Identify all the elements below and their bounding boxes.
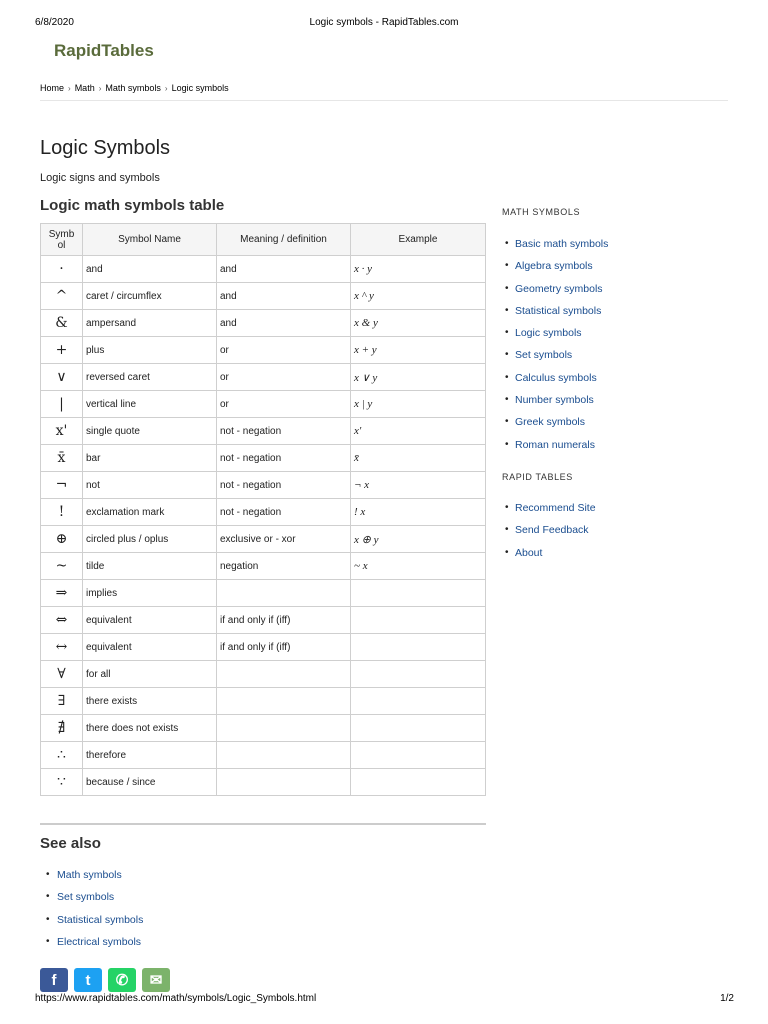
sidebar-rapid-tables-list — [515, 502, 596, 569]
symbol-cell: ↔ — [41, 634, 83, 661]
see-also-link[interactable]: • Statistical symbols — [57, 914, 143, 936]
meaning-cell: and — [217, 256, 351, 283]
print-title: Logic symbols - RapidTables.com — [309, 17, 459, 28]
symbol-cell: ∵ — [41, 769, 83, 796]
print-footer — [0, 993, 768, 1007]
symbol-cell: ^ — [41, 283, 83, 310]
symbol-cell: | — [41, 391, 83, 418]
divider — [40, 100, 728, 101]
name-cell: bar — [83, 445, 217, 472]
table-row — [41, 742, 486, 769]
sidebar-item-calculus-symbols[interactable]: • Calculus symbols — [515, 372, 608, 394]
symbol-cell: ! — [41, 499, 83, 526]
table-title: Logic math symbols table — [40, 197, 225, 214]
example-cell — [351, 769, 486, 796]
symbol-cell: ~ — [41, 553, 83, 580]
see-also-list — [57, 869, 143, 958]
meaning-cell: and — [217, 310, 351, 337]
table-header-row — [41, 224, 486, 256]
symbol-cell: ∨ — [41, 364, 83, 391]
symbol-cell: & — [41, 310, 83, 337]
sidebar-heading-rapid-tables: RAPID TABLES — [502, 472, 573, 482]
name-cell: and — [83, 256, 217, 283]
twitter-icon[interactable]: t — [74, 968, 102, 992]
sidebar-heading-math-symbols: MATH SYMBOLS — [502, 207, 581, 217]
see-also-link[interactable]: • Electrical symbols — [57, 936, 143, 958]
breadcrumb-math-symbols[interactable]: Math symbols — [105, 83, 161, 93]
example-cell: x̄ — [351, 445, 486, 472]
name-cell: caret / circumflex — [83, 283, 217, 310]
sidebar-item-set-symbols[interactable]: • Set symbols — [515, 349, 608, 371]
example-cell — [351, 607, 486, 634]
table-row — [41, 256, 486, 283]
table-row — [41, 445, 486, 472]
meaning-cell: not - negation — [217, 445, 351, 472]
symbol-cell: ∃ — [41, 688, 83, 715]
print-page-number: 1/2 — [720, 993, 734, 1004]
facebook-icon[interactable]: f — [40, 968, 68, 992]
table-row — [41, 580, 486, 607]
example-cell: ¬ x — [351, 472, 486, 499]
table-row — [41, 553, 486, 580]
example-cell: x ⊕ y — [351, 526, 486, 553]
header-example: Example — [351, 224, 486, 256]
table-row — [41, 715, 486, 742]
example-cell: x · y — [351, 256, 486, 283]
example-cell — [351, 715, 486, 742]
meaning-cell — [217, 688, 351, 715]
see-also-link[interactable]: • Math symbols — [57, 869, 143, 891]
name-cell: there does not exists — [83, 715, 217, 742]
meaning-cell: or — [217, 337, 351, 364]
sidebar-item-geometry-symbols[interactable]: • Geometry symbols — [515, 283, 608, 305]
meaning-cell: exclusive or - xor — [217, 526, 351, 553]
table-row — [41, 607, 486, 634]
page-title: Logic Symbols — [40, 137, 171, 159]
sidebar-item-send-feedback[interactable]: • Send Feedback — [515, 524, 596, 546]
name-cell: circled plus / oplus — [83, 526, 217, 553]
chevron-right-icon: › — [98, 83, 102, 93]
table-row — [41, 310, 486, 337]
symbol-cell: ⇔ — [41, 607, 83, 634]
meaning-cell: not - negation — [217, 418, 351, 445]
chevron-right-icon: › — [68, 83, 71, 93]
sidebar-item-recommend-site[interactable]: • Recommend Site — [515, 502, 596, 524]
meaning-cell: and — [217, 283, 351, 310]
table-row — [41, 499, 486, 526]
example-cell — [351, 688, 486, 715]
name-cell: not — [83, 472, 217, 499]
example-cell — [351, 661, 486, 688]
symbol-cell: ⊕ — [41, 526, 83, 553]
name-cell: equivalent — [83, 607, 217, 634]
meaning-cell: if and only if (iff) — [217, 607, 351, 634]
symbol-cell: · — [41, 256, 83, 283]
table-row — [41, 391, 486, 418]
symbol-cell: ¬ — [41, 472, 83, 499]
table-row — [41, 472, 486, 499]
example-cell: x ∨ y — [351, 364, 486, 391]
table-row — [41, 661, 486, 688]
example-cell: x ^ y — [351, 283, 486, 310]
see-also-title: See also — [40, 835, 101, 852]
example-cell: ! x — [351, 499, 486, 526]
meaning-cell: or — [217, 391, 351, 418]
name-cell: vertical line — [83, 391, 217, 418]
name-cell: reversed caret — [83, 364, 217, 391]
name-cell: because / since — [83, 769, 217, 796]
meaning-cell — [217, 769, 351, 796]
print-header — [0, 17, 768, 31]
meaning-cell: not - negation — [217, 472, 351, 499]
logic-symbols-table — [40, 223, 486, 796]
meaning-cell: or — [217, 364, 351, 391]
divider — [40, 823, 486, 825]
sidebar-item-algebra-symbols[interactable]: • Algebra symbols — [515, 260, 608, 282]
symbol-cell: ⇒ — [41, 580, 83, 607]
meaning-cell: not - negation — [217, 499, 351, 526]
sidebar-item-statistical-symbols[interactable]: • Statistical symbols — [515, 305, 608, 327]
breadcrumb-logic-symbols[interactable]: Logic symbols — [171, 83, 229, 93]
header-meaning: Meaning / definition — [217, 224, 351, 256]
meaning-cell — [217, 580, 351, 607]
breadcrumb-home[interactable]: Home — [40, 83, 65, 93]
header-symbol-name: Symbol Name — [83, 224, 217, 256]
name-cell: there exists — [83, 688, 217, 715]
name-cell: therefore — [83, 742, 217, 769]
example-cell: x + y — [351, 337, 486, 364]
example-cell: x' — [351, 418, 486, 445]
sidebar-item-about[interactable]: • About — [515, 547, 596, 569]
symbol-cell: ∴ — [41, 742, 83, 769]
example-cell: x & y — [351, 310, 486, 337]
see-also-link[interactable]: • Set symbols — [57, 891, 143, 913]
sidebar-item-greek-symbols[interactable]: • Greek symbols — [515, 416, 608, 438]
symbol-cell: ∀ — [41, 661, 83, 688]
meaning-cell: if and only if (iff) — [217, 634, 351, 661]
table-row — [41, 337, 486, 364]
symbol-cell: + — [41, 337, 83, 364]
print-date: 6/8/2020 — [35, 17, 74, 28]
meaning-cell — [217, 661, 351, 688]
name-cell: plus — [83, 337, 217, 364]
example-cell — [351, 580, 486, 607]
email-icon[interactable]: ✉ — [142, 968, 170, 992]
table-row — [41, 526, 486, 553]
meaning-cell — [217, 715, 351, 742]
sidebar-item-number-symbols[interactable]: • Number symbols — [515, 394, 608, 416]
chevron-right-icon: › — [164, 83, 168, 93]
print-url: https://www.rapidtables.com/math/symbols/Logic_Symbols.html — [35, 993, 317, 1004]
symbol-cell: x' — [41, 418, 83, 445]
breadcrumb — [40, 83, 229, 93]
symbol-cell: x̄ — [41, 445, 83, 472]
symbol-cell: ∄ — [41, 715, 83, 742]
sidebar-item-roman-numerals[interactable]: • Roman numerals — [515, 439, 608, 461]
example-cell — [351, 742, 486, 769]
breadcrumb-math[interactable]: Math — [74, 83, 95, 93]
name-cell: implies — [83, 580, 217, 607]
name-cell: tilde — [83, 553, 217, 580]
share-bar — [40, 968, 170, 992]
table-row — [41, 364, 486, 391]
table-row — [41, 688, 486, 715]
example-cell — [351, 634, 486, 661]
sidebar-item-basic-math-symbols[interactable]: • Basic math symbols — [515, 238, 608, 260]
table-row — [41, 634, 486, 661]
sidebar-math-symbols-list — [515, 238, 608, 461]
header-symbol: Symb ol — [41, 224, 83, 256]
site-logo[interactable]: RapidTables — [54, 41, 154, 60]
name-cell: for all — [83, 661, 217, 688]
meaning-cell: negation — [217, 553, 351, 580]
whatsapp-icon[interactable]: ✆ — [108, 968, 136, 992]
example-cell: x | y — [351, 391, 486, 418]
name-cell: single quote — [83, 418, 217, 445]
table-row — [41, 283, 486, 310]
example-cell: ~ x — [351, 553, 486, 580]
name-cell: ampersand — [83, 310, 217, 337]
meaning-cell — [217, 742, 351, 769]
page-subtitle: Logic signs and symbols — [40, 172, 160, 184]
table-row — [41, 418, 486, 445]
sidebar-item-logic-symbols[interactable]: • Logic symbols — [515, 327, 608, 349]
name-cell: exclamation mark — [83, 499, 217, 526]
name-cell: equivalent — [83, 634, 217, 661]
table-row — [41, 769, 486, 796]
